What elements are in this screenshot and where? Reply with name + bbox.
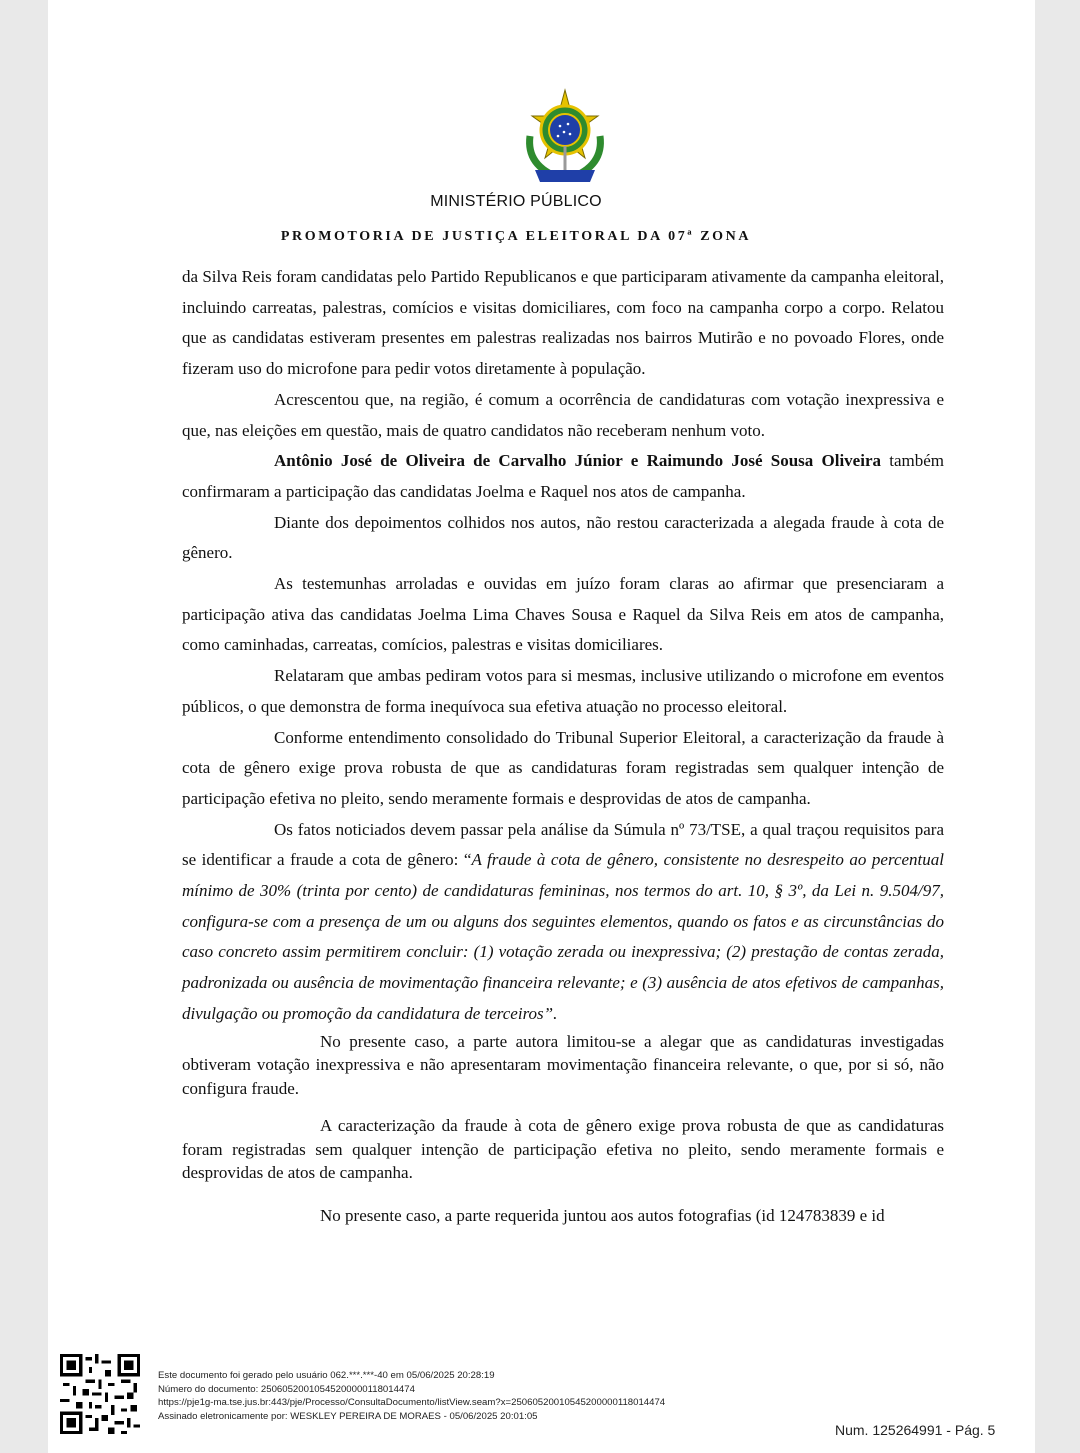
paragraph: Conforme entendimento consolidado do Tribunal Superior Eleitoral, a caracterização da fraude à cota de gênero exige prova robusta de que as candidaturas foram registradas sem qualquer intenção de participação efetiva no pleito, sendo meramente formais e desprovidas de atos de campanha.: [182, 727, 944, 808]
paragraph: Diante dos depoimentos colhidos nos autos, não restou caracterizada a alegada fraude à cota de gênero.: [182, 512, 944, 563]
paragraph: Relataram que ambas pediram votos para si mesmas, inclusive utilizando o microfone em eventos públicos, o que demonstra de forma inequívoca sua efetiva atuação no processo eleitoral.: [182, 666, 944, 716]
paragraph: No presente caso, a parte requerida juntou aos autos fotografias (id 124783839 e id: [320, 1205, 885, 1225]
paragraph: No presente caso, a parte autora limitou-se a alegar que as candidaturas investigadas obtiveram votação inexpressiva e não apresentaram movimentação financeira relevante, o que, por si só, não configura fraude.: [182, 1031, 944, 1098]
generated-by-line: Este documento foi gerado pelo usuário 062.***.***-40 em 05/06/2025 20:28:19: [158, 1370, 495, 1381]
document-body: [182, 262, 944, 1227]
paragraph: A caracterização da fraude à cota de gênero exige prova robusta de que as candidaturas foram registradas sem qualquer intenção de participação efetiva no pleito, sendo meramente formais e desprovidas de atos de campanha.: [182, 1116, 944, 1183]
paragraph-sumula: Os fatos noticiados devem passar pela análise da Súmula nº 73/TSE, a qual traçou requisitos para se identificar a fraude a cota de gênero: “A fraude à cota de gênero, consistente no desrespeito ao percentual mínimo de 30% (trinta por cento) de candidaturas femininas, nos termos do art. 10, § 3º, da Lei n. 9.504/97, configura-se com a presença de um ou alguns dos seguintes elementos, quando os fatos e as circunstâncias do caso concreto assim permitirem concluir: (1) votação zerada ou inexpressiva; (2) prestação de contas zerada, padronizada ou ausência de movimentação financeira relevante; e (3) ausência de atos efetivos de campanhas, divulgação ou promoção da candidatura de terceiros”.: [182, 819, 944, 1023]
signature-line: Assinado eletronicamente por: WESKLEY PEREIRA DE MORAES - 05/06/2025 20:01:05: [158, 1410, 538, 1422]
coat-of-arms-icon: [520, 86, 610, 190]
paragraph: As testemunhas arroladas e ouvidas em juízo foram claras ao afirmar que presenciaram a participação ativa das candidatas Joelma Lima Chaves Sousa e Raquel da Silva Reis em atos de campanha, como caminhadas, carreatas, comícios, palestras e visitas domiciliares.: [182, 574, 944, 655]
sumula-quote: A fraude à cota de gênero, consistente no desrespeito ao percentual mínimo de 30% (trinta por cento) de candidaturas femininas, nos termos do art. 10, § 3º, da Lei n. 9.504/97, configura-se com a presença de um ou alguns dos seguintes elementos, quando os fatos e as circunstâncias do caso concreto assim permitirem concluir: (1) votação zerada ou inexpressiva; (2) prestação de contas zerada, padronizada ou ausência de movimentação financeira relevante; e (3) ausência de atos efetivos de campanhas, divulgação ou promoção da candidatura de terceiros”.: [182, 850, 944, 1023]
document-number-line: Número do documento: 25060520010545200000118014474: [158, 1383, 415, 1395]
prosecutor-unit-name: PROMOTORIA DE JUSTIÇA ELEITORAL DA 07ª ZONA: [280, 229, 752, 244]
organization-name: MINISTÉRIO PÚBLICO: [430, 193, 602, 210]
document-url-line[interactable]: https://pje1g-ma.tse.jus.br:443/pje/Processo/ConsultaDocumento/listView.seam?x=25060520010545200000118014474: [158, 1397, 666, 1409]
qr-code-icon: [60, 1354, 140, 1434]
page-number: Num. 125264991 - Pág. 5: [835, 1422, 996, 1438]
paragraph-continuation: da Silva Reis foram candidatas pelo Partido Republicanos e que participaram ativamente da campanha eleitoral, incluindo carreatas, palestras, comícios e visitas domiciliares, com foco na campanha corpo a corpo. Relatou que as candidatas estiveram presentes em palestras realizadas nos bairros Mutirão e no povoado Flores, onde fizeram uso do microfone para pedir votos diretamente à população.: [182, 267, 944, 379]
paragraph: Acrescentou que, na região, é comum a ocorrência de candidaturas com votação inexpressiva e que, nas eleições em questão, mais de quatro candidatos não receberam nenhum voto.: [182, 389, 944, 440]
document-footer: [158, 1369, 665, 1423]
witness-names: Antônio José de Oliveira de Carvalho Júnior e Raimundo José Sousa Oliveira: [274, 451, 881, 471]
paragraph-witnesses: Antônio José de Oliveira de Carvalho Júnior e Raimundo José Sousa Oliveira também confirmaram a participação das candidatas Joelma e Raquel nos atos de campanha.: [182, 451, 945, 501]
